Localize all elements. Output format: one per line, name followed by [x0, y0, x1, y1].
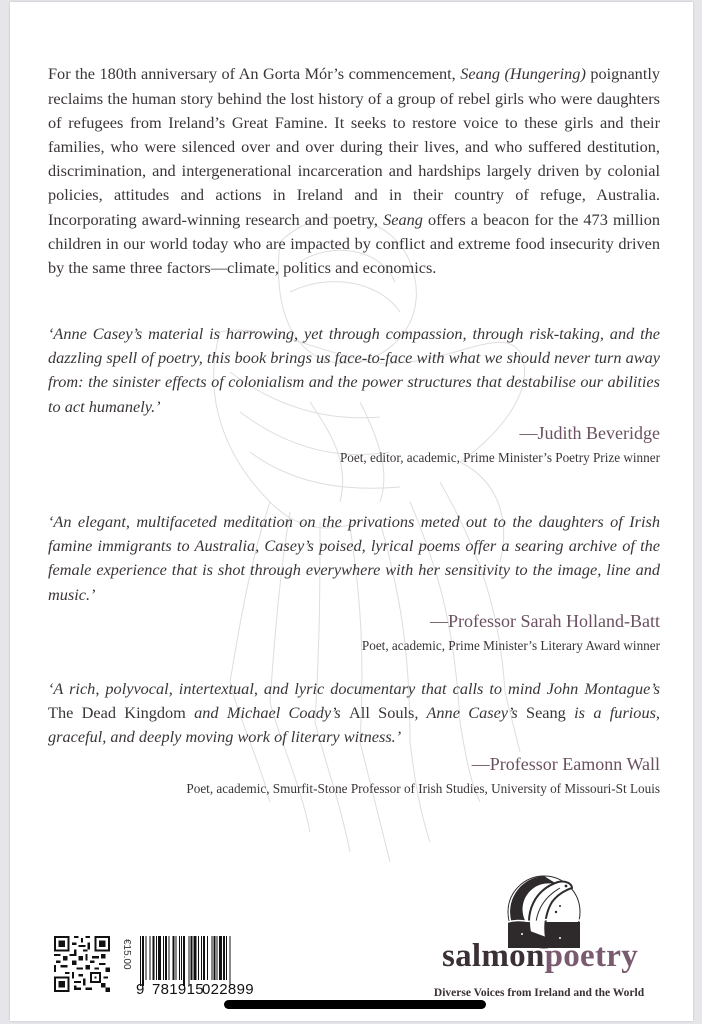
barcode-bar — [194, 936, 197, 980]
barcode-bar — [223, 936, 225, 980]
wordmark-salmon: salmon — [441, 938, 545, 974]
quote-part: , Anne Casey’s — [414, 703, 527, 723]
barcode-bar — [142, 936, 144, 986]
endorsement-quote — [48, 677, 660, 750]
barcode-bar — [156, 936, 157, 980]
endorser-role: Poet, editor, academic, Prime Minister’s Poetry Prize winner — [339, 449, 660, 465]
barcode-bar — [140, 936, 141, 986]
endorsement-2 — [48, 510, 660, 656]
blurb-text-3: offers a beacon for the 473 million children in our world today who are impacted by conflict and extreme food insecurity driven by the same three factors—climate, politics and economics. — [48, 209, 660, 277]
barcode-bar — [183, 936, 185, 986]
barcode-bar — [226, 936, 227, 980]
barcode-bar — [145, 936, 146, 980]
isbn-group-2: 022899 — [202, 981, 254, 998]
quote-part: ‘A rich, polyvocal, intertextual, and lyric documentary that calls to mind John Montague’s — [48, 679, 660, 698]
barcode-bar — [203, 936, 205, 980]
home-indicator-bar[interactable] — [224, 1000, 486, 1009]
endorsement-1 — [48, 322, 660, 468]
barcode-bar — [211, 936, 212, 980]
cited-title: Seang — [526, 703, 566, 723]
endorsement-quote: ‘An elegant, multifaceted meditation on the privations meted out to the daughters of Irish famine immigrants to Australia, Casey’s poised, lyrical poems offer a searing archive of the female experience that is shot through everywhere with her sensitivity to the image, line and music.’ — [48, 512, 660, 604]
barcode-bar — [181, 936, 182, 980]
cited-title: All Souls — [349, 703, 415, 723]
price-label: €15.00 — [121, 939, 132, 970]
quote-part: is a furious, graceful, and deeply moving work of literary witness.’ — [48, 703, 660, 747]
isbn-group-1: 781915 — [152, 981, 204, 998]
barcode-bar — [207, 936, 208, 980]
publisher-logo-wordmark — [422, 936, 658, 976]
wordmark-poetry: poetry — [544, 938, 639, 974]
barcode-bar — [214, 936, 216, 980]
endorser-role: Poet, academic, Smurfit-Stone Professor of Irish Studies, University of Missouri-St Louis — [186, 780, 660, 796]
isbn-prefix-digit: 9 — [136, 981, 145, 998]
barcode-bar — [168, 936, 169, 980]
barcode-bar — [158, 936, 161, 980]
blurb-text-2: poignantly reclaims the human story behind the lost history of a group of rebel girls who were daughters of refugees from Ireland’s Great Famine. It seeks to restore voice to these girls and their families, who were silenced over and over during their lives, and who suffered destitution, discrimination, and intergenerational incarceration and hardships largely driven by colonial policies, attitudes and actions in Ireland and in their country of refuge, Australia. Incorporating award-winning research and poetry, — [48, 64, 661, 229]
book-title: Seang (Hungering) — [460, 64, 586, 84]
publisher-tagline: Diverse Voices from Ireland and the World — [433, 987, 645, 999]
isbn-barcode — [138, 936, 266, 986]
barcode-bar — [153, 936, 155, 980]
barcode-bar — [201, 936, 202, 980]
quote-part: and Michael Coady’s — [185, 703, 350, 723]
barcode-bar — [163, 936, 164, 980]
endorser-name: —Professor Eamonn Wall — [471, 753, 660, 774]
endorser-name: —Judith Beveridge — [519, 422, 660, 443]
endorsement-quote: ‘Anne Casey’s material is harrowing, yet through compassion, through risk-taking, and the dazzling spell of poetry, this book brings us face-to-face with what we should never turn away from: the sinister effects of colonialism and the power structures that destabilise our abilities to act humanely.’ — [48, 324, 660, 416]
barcode-bar — [188, 936, 189, 986]
cited-title: The Dead Kingdom — [48, 703, 186, 723]
barcode-bar — [229, 936, 230, 986]
barcode-bar — [198, 936, 199, 980]
barcode-bar — [190, 936, 192, 980]
barcode-bar — [165, 936, 167, 980]
endorser-role: Poet, academic, Prime Minister’s Literary Award winner — [361, 637, 660, 653]
blurb-text-1: For the 180th anniversary of An Gorta Mór’s commencement, — [48, 64, 461, 84]
barcode-bar — [219, 936, 222, 980]
book-title-short: Seang — [383, 209, 423, 229]
book-back-cover — [10, 2, 693, 1021]
barcode-bar — [217, 936, 218, 980]
qr-code — [52, 936, 112, 992]
endorser-name: —Professor Sarah Holland-Batt — [430, 610, 660, 631]
barcode-bar — [179, 936, 180, 980]
book-description — [48, 62, 660, 280]
barcode-bar — [176, 936, 177, 980]
endorsement-3 — [48, 677, 660, 799]
barcode-bar — [173, 936, 175, 980]
barcode-bar — [149, 936, 150, 980]
